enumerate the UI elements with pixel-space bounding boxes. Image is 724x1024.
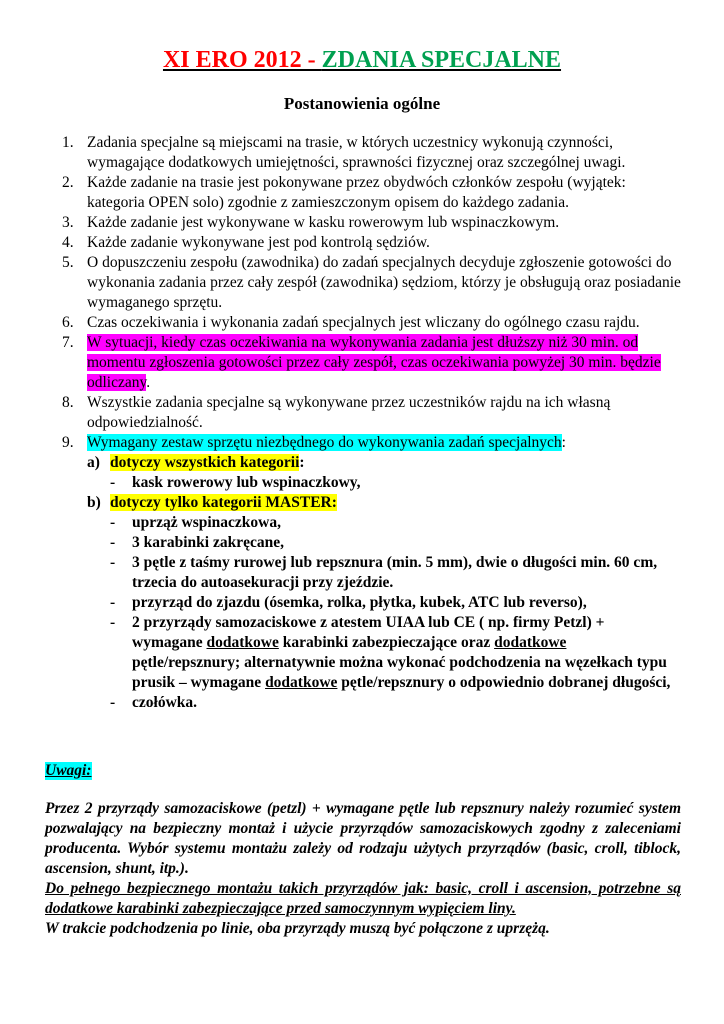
highlighted-item-text: W sytuacji, kiedy czas oczekiwania na wykonywania zadania jest dłuższy niż 30 min. od momentu zgłoszenia gotowości przez cały zespół, czas oczekiwania powyżej 30 min. będzie odliczany xyxy=(87,334,661,391)
notes-paragraph: Przez 2 przyrządy samozaciskowe (petzl) + wymagane pętle lub repsznury należy rozumieć system pozwalający na bezpieczny montaż i użycie przyrządów samozaciskowych zgodny z zaleceniami producenta. Wybór systemu montażu zależy od rodzaju użytych przyrządów (basic, croll, tiblock, ascension, shunt, itp.). xyxy=(45,800,681,877)
list-item xyxy=(0,213,687,233)
list-item xyxy=(0,333,687,393)
item-text: O dopuszczeniu zespołu (zawodnika) do zadań specjalnych decyduje zgłoszenie gotowości do wykonania zadania przez cały zespół (zawodnika) sędziom, którzy je obsługują oraz posiadanie wymaganego sprzętu. xyxy=(87,254,681,311)
equipment-item xyxy=(0,553,672,593)
item-number: 6. xyxy=(62,314,74,331)
item-number: 8. xyxy=(62,394,74,411)
equipment-text-part: pętle/repsznury o odpowiednio dobranej długości, xyxy=(337,674,671,691)
item-text: Czas oczekiwania i wykonania zadań specjalnych jest wliczany do ogólnego czasu rajdu. xyxy=(87,314,640,331)
title-event: XI ERO 2012 - xyxy=(162,47,322,73)
equipment-text: czołówka. xyxy=(132,694,198,711)
dash-bullet: - xyxy=(110,614,116,631)
equipment-text: uprząż wspinaczkowa, xyxy=(132,514,281,531)
item-text: Wszystkie zadania specjalne są wykonywane przez uczestników rajdu na ich własną odpowiedzialność. xyxy=(87,394,611,431)
sublist-heading-text: dotyczy wszystkich kategorii xyxy=(110,454,300,471)
equipment-text: 3 karabinki zakręcane, xyxy=(132,534,284,551)
dash-bullet: - xyxy=(110,694,116,711)
item-number: 2. xyxy=(62,174,74,191)
sublist-heading-tail: : xyxy=(299,454,305,471)
item-number: 4. xyxy=(62,234,74,251)
list-item xyxy=(0,173,687,213)
emphasis-underline: dodatkowe xyxy=(206,634,279,651)
list-item xyxy=(0,393,687,433)
highlighted-item-text: Wymagany zestaw sprzętu niezbędnego do wykonywania zadań specjalnych xyxy=(87,434,562,451)
equipment-text-part: 2 przyrządy samozaciskowe z atestem UIAA lub CE ( np. firmy Petzl) + wymagane xyxy=(132,614,605,651)
sublist-label: b) xyxy=(87,494,101,511)
list-item xyxy=(0,233,687,253)
emphasis-underline: dodatkowe xyxy=(494,634,567,651)
notes-block xyxy=(45,799,681,939)
equipment-text xyxy=(132,614,670,691)
equipment-text: przyrząd do zjazdu (ósemka, rolka, płytka, kubek, ATC lub reverso), xyxy=(132,594,587,611)
item-text: Każde zadanie na trasie jest pokonywane przez obydwóch członków zespołu (wyjątek: kategoria OPEN solo) zgodnie z zamieszczonym opisem do każdego zadania. xyxy=(87,174,626,211)
item-text: Zadania specjalne są miejscami na trasie, w których uczestnicy wykonują czynności, wymagające dodatkowych umiejętności, sprawności fizycznej oraz szczególnej uwagi. xyxy=(87,134,626,171)
document-title xyxy=(0,46,724,74)
equipment-text-part: pętle/repsznury; alternatywnie można wykonać podchodzenia na węzełkach typu prusik – wymagane xyxy=(132,654,667,691)
equipment-item xyxy=(0,693,672,713)
notes-paragraph: W trakcie podchodzenia po linie, oba przyrządy muszą być połączone z uprzężą. xyxy=(45,920,550,937)
equipment-item xyxy=(0,513,672,533)
list-item xyxy=(0,313,687,333)
sublist-label: a) xyxy=(87,454,100,471)
equipment-item xyxy=(0,473,672,493)
equipment-item xyxy=(0,613,672,693)
rules-list xyxy=(0,133,724,713)
emphasis-underline: dodatkowe xyxy=(265,674,338,691)
item-text-tail: : xyxy=(561,434,566,451)
sublist-heading-text: dotyczy tylko kategorii MASTER: xyxy=(110,494,337,511)
equipment-item xyxy=(0,593,672,613)
item-number: 7. xyxy=(62,334,74,351)
item-number: 5. xyxy=(62,254,74,271)
dash-bullet: - xyxy=(110,514,116,531)
item-number: 9. xyxy=(62,434,74,451)
equipment-text: kask rowerowy lub wspinaczkowy, xyxy=(132,474,361,491)
section-heading: Postanowienia ogólne xyxy=(283,94,441,113)
item-text-tail: . xyxy=(146,374,151,391)
notes-heading: Uwagi: xyxy=(45,762,92,779)
list-item xyxy=(0,433,687,453)
title-topic: ZDANIA SPECJALNE xyxy=(321,47,562,73)
item-number: 3. xyxy=(62,214,74,231)
dash-bullet: - xyxy=(110,474,116,491)
equipment-text-part: karabinki zabezpieczające oraz xyxy=(278,634,495,651)
item-number: 1. xyxy=(62,134,74,151)
item-text: Każde zadanie jest wykonywane w kasku rowerowym lub wspinaczkowym. xyxy=(87,214,560,231)
list-item xyxy=(0,133,687,173)
item-text: Każde zadanie wykonywane jest pod kontrolą sędziów. xyxy=(87,234,430,251)
notes-paragraph-underlined: Do pełnego bezpiecznego montażu takich przyrządów jak: basic, croll i ascension, potrzebne są dodatkowe karabinki zabezpieczające przed samoczynnym wypięciem liny. xyxy=(45,880,681,917)
dash-bullet: - xyxy=(110,534,116,551)
equipment-text: 3 pętle z taśmy rurowej lub repsznura (min. 5 mm), dwie o długości min. 60 cm, trzecia do autoasekuracji przy zjeździe. xyxy=(132,554,658,591)
sublist-b-heading xyxy=(0,493,724,513)
list-item xyxy=(0,253,687,313)
equipment-item xyxy=(0,533,672,553)
dash-bullet: - xyxy=(110,594,116,611)
sublist-a-heading xyxy=(0,453,724,473)
dash-bullet: - xyxy=(110,554,116,571)
